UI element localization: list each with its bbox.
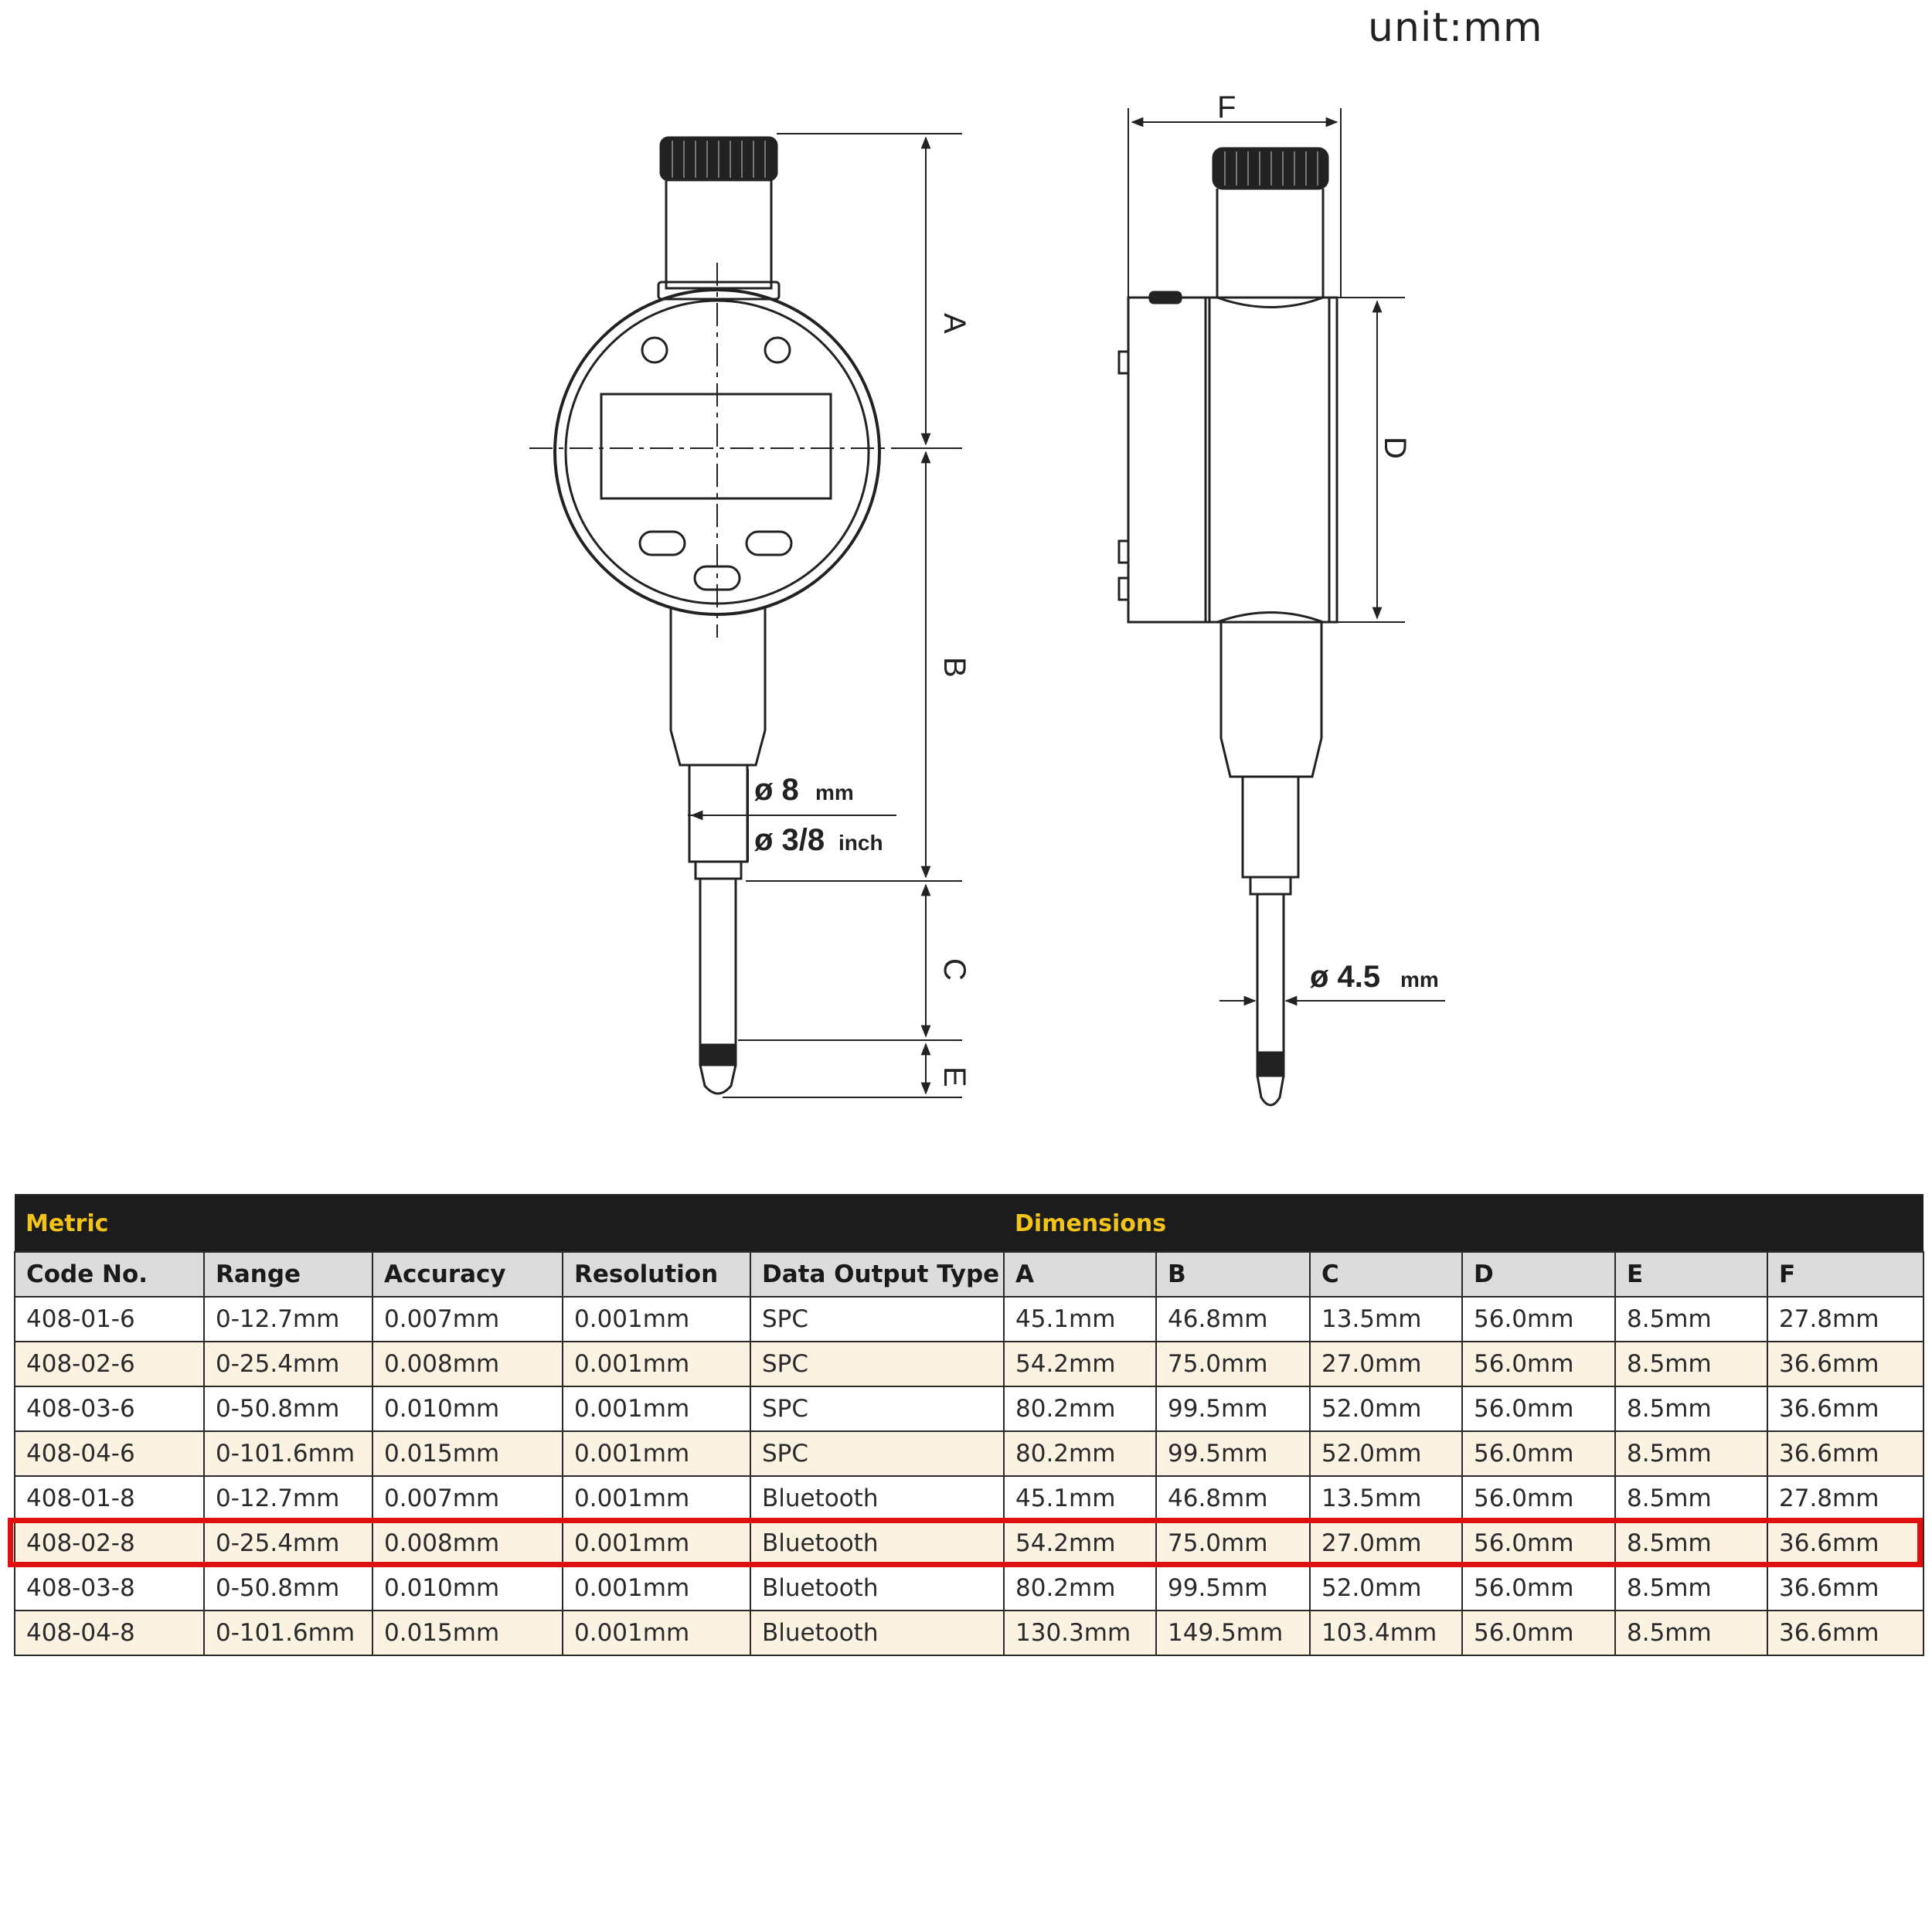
table-cell: Bluetooth: [750, 1611, 1004, 1655]
table-cell: 0.008mm: [372, 1342, 563, 1386]
table-cell: 99.5mm: [1156, 1566, 1310, 1611]
label-c: C: [937, 958, 971, 981]
column-header: D: [1462, 1252, 1615, 1297]
table-cell: 408-04-8: [15, 1611, 204, 1655]
table-cell: 56.0mm: [1462, 1611, 1615, 1655]
side-dimension-labels: [1217, 90, 1439, 994]
table-cell: 52.0mm: [1310, 1431, 1462, 1476]
table-row-highlighted: [15, 1521, 1923, 1566]
table-row: [15, 1476, 1923, 1521]
table-cell: 408-03-8: [15, 1566, 204, 1611]
table-cell: 45.1mm: [1004, 1297, 1156, 1342]
table-cell: 0-50.8mm: [204, 1566, 372, 1611]
unit-label: unit:mm: [1368, 5, 1543, 51]
table-cell: 0.010mm: [372, 1566, 563, 1611]
column-header: Accuracy: [372, 1252, 563, 1297]
table-cell: 0.001mm: [563, 1431, 750, 1476]
table-cell: 0.015mm: [372, 1611, 563, 1655]
table-cell: 0-12.7mm: [204, 1476, 372, 1521]
table-row: [15, 1386, 1923, 1431]
table-cell: 8.5mm: [1615, 1521, 1767, 1566]
table-cell: 408-01-8: [15, 1476, 204, 1521]
table-cell: 0-25.4mm: [204, 1342, 372, 1386]
table-cell: 45.1mm: [1004, 1476, 1156, 1521]
table-cell: 0.001mm: [563, 1342, 750, 1386]
table-row: [15, 1566, 1923, 1611]
label-a: A: [937, 313, 971, 334]
table-cell: 80.2mm: [1004, 1566, 1156, 1611]
table-cell: 149.5mm: [1156, 1611, 1310, 1655]
table-cell: 46.8mm: [1156, 1297, 1310, 1342]
table-cell: 36.6mm: [1767, 1611, 1923, 1655]
table-cell: 8.5mm: [1615, 1566, 1767, 1611]
table-cell: 0.001mm: [563, 1476, 750, 1521]
column-header: F: [1767, 1252, 1923, 1297]
table-cell: 36.6mm: [1767, 1386, 1923, 1431]
table-cell: 36.6mm: [1767, 1342, 1923, 1386]
table-cell: 75.0mm: [1156, 1342, 1310, 1386]
table-cell: 8.5mm: [1615, 1431, 1767, 1476]
table-cell: 8.5mm: [1615, 1386, 1767, 1431]
table-group-header: [15, 1195, 1923, 1252]
label-b: B: [937, 657, 971, 678]
table-cell: 0-50.8mm: [204, 1386, 372, 1431]
table-cell: Bluetooth: [750, 1566, 1004, 1611]
table-cell: 0.008mm: [372, 1521, 563, 1566]
table-cell: 0.001mm: [563, 1386, 750, 1431]
label-e: E: [937, 1066, 971, 1087]
specification-table: [14, 1194, 1924, 1656]
table-cell: 52.0mm: [1310, 1386, 1462, 1431]
table-cell: 56.0mm: [1462, 1431, 1615, 1476]
column-header: B: [1156, 1252, 1310, 1297]
table-column-headers: [15, 1252, 1923, 1297]
group-dimensions: Dimensions: [1004, 1195, 1923, 1252]
table-cell: 80.2mm: [1004, 1431, 1156, 1476]
spindle-diameter: ø 4.5: [1310, 960, 1381, 994]
table-cell: Bluetooth: [750, 1476, 1004, 1521]
table-cell: 36.6mm: [1767, 1431, 1923, 1476]
front-dimension-labels: [754, 313, 971, 1087]
table-cell: 0.001mm: [563, 1566, 750, 1611]
table-cell: 99.5mm: [1156, 1386, 1310, 1431]
table-body: [15, 1297, 1923, 1655]
table-cell: 36.6mm: [1767, 1566, 1923, 1611]
table-cell: 99.5mm: [1156, 1431, 1310, 1476]
table-cell: 52.0mm: [1310, 1566, 1462, 1611]
table-cell: 8.5mm: [1615, 1342, 1767, 1386]
column-header: Resolution: [563, 1252, 750, 1297]
table-cell: 0-25.4mm: [204, 1521, 372, 1566]
stem-diameter-mm-unit: mm: [815, 781, 854, 804]
table-cell: 75.0mm: [1156, 1521, 1310, 1566]
column-header: C: [1310, 1252, 1462, 1297]
table-cell: 54.2mm: [1004, 1342, 1156, 1386]
stem-diameter-inch: ø 3/8: [754, 823, 825, 857]
table-row: [15, 1297, 1923, 1342]
column-header: Range: [204, 1252, 372, 1297]
spindle-diameter-unit: mm: [1400, 968, 1439, 992]
table-cell: 8.5mm: [1615, 1476, 1767, 1521]
stem-diameter-mm: ø 8: [754, 773, 799, 807]
table-cell: 408-02-6: [15, 1342, 204, 1386]
table-cell: 0.001mm: [563, 1611, 750, 1655]
table-cell: SPC: [750, 1342, 1004, 1386]
table-cell: 0.007mm: [372, 1476, 563, 1521]
table-cell: 27.0mm: [1310, 1342, 1462, 1386]
table-cell: 408-02-8: [15, 1521, 204, 1566]
table-cell: 0.001mm: [563, 1521, 750, 1566]
table-cell: 80.2mm: [1004, 1386, 1156, 1431]
table-cell: 0-101.6mm: [204, 1431, 372, 1476]
table-cell: 56.0mm: [1462, 1297, 1615, 1342]
table-cell: SPC: [750, 1386, 1004, 1431]
table-cell: SPC: [750, 1431, 1004, 1476]
table-cell: 46.8mm: [1156, 1476, 1310, 1521]
table-cell: 0.001mm: [563, 1297, 750, 1342]
table-cell: 56.0mm: [1462, 1566, 1615, 1611]
table-cell: 56.0mm: [1462, 1521, 1615, 1566]
front-view: [529, 134, 962, 1097]
group-metric: Metric: [15, 1195, 1004, 1252]
column-header: A: [1004, 1252, 1156, 1297]
table-cell: 0.015mm: [372, 1431, 563, 1476]
table-cell: 0.010mm: [372, 1386, 563, 1431]
table-cell: 0-12.7mm: [204, 1297, 372, 1342]
table-row: [15, 1431, 1923, 1476]
column-header: E: [1615, 1252, 1767, 1297]
table-cell: 0-101.6mm: [204, 1611, 372, 1655]
table-cell: 0.007mm: [372, 1297, 563, 1342]
table-cell: SPC: [750, 1297, 1004, 1342]
table-cell: 103.4mm: [1310, 1611, 1462, 1655]
table-cell: 130.3mm: [1004, 1611, 1156, 1655]
table-cell: 27.0mm: [1310, 1521, 1462, 1566]
label-f: F: [1217, 90, 1236, 124]
table-cell: 56.0mm: [1462, 1342, 1615, 1386]
table-cell: 56.0mm: [1462, 1386, 1615, 1431]
table-row: [15, 1342, 1923, 1386]
table-row: [15, 1611, 1923, 1655]
stem-diameter-inch-unit: inch: [838, 831, 883, 855]
table-cell: 408-03-6: [15, 1386, 204, 1431]
label-d: D: [1378, 437, 1412, 459]
table-cell: 13.5mm: [1310, 1476, 1462, 1521]
table-cell: Bluetooth: [750, 1521, 1004, 1566]
table-cell: 54.2mm: [1004, 1521, 1156, 1566]
column-header: Code No.: [15, 1252, 204, 1297]
side-view: [1119, 108, 1445, 1105]
table-cell: 408-04-6: [15, 1431, 204, 1476]
table-cell: 56.0mm: [1462, 1476, 1615, 1521]
table-cell: 8.5mm: [1615, 1297, 1767, 1342]
table-cell: 27.8mm: [1767, 1476, 1923, 1521]
table-cell: 408-01-6: [15, 1297, 204, 1342]
table-cell: 8.5mm: [1615, 1611, 1767, 1655]
table-cell: 13.5mm: [1310, 1297, 1462, 1342]
table-cell: 27.8mm: [1767, 1297, 1923, 1342]
table-cell: 36.6mm: [1767, 1521, 1923, 1566]
column-header: Data Output Type: [750, 1252, 1004, 1297]
